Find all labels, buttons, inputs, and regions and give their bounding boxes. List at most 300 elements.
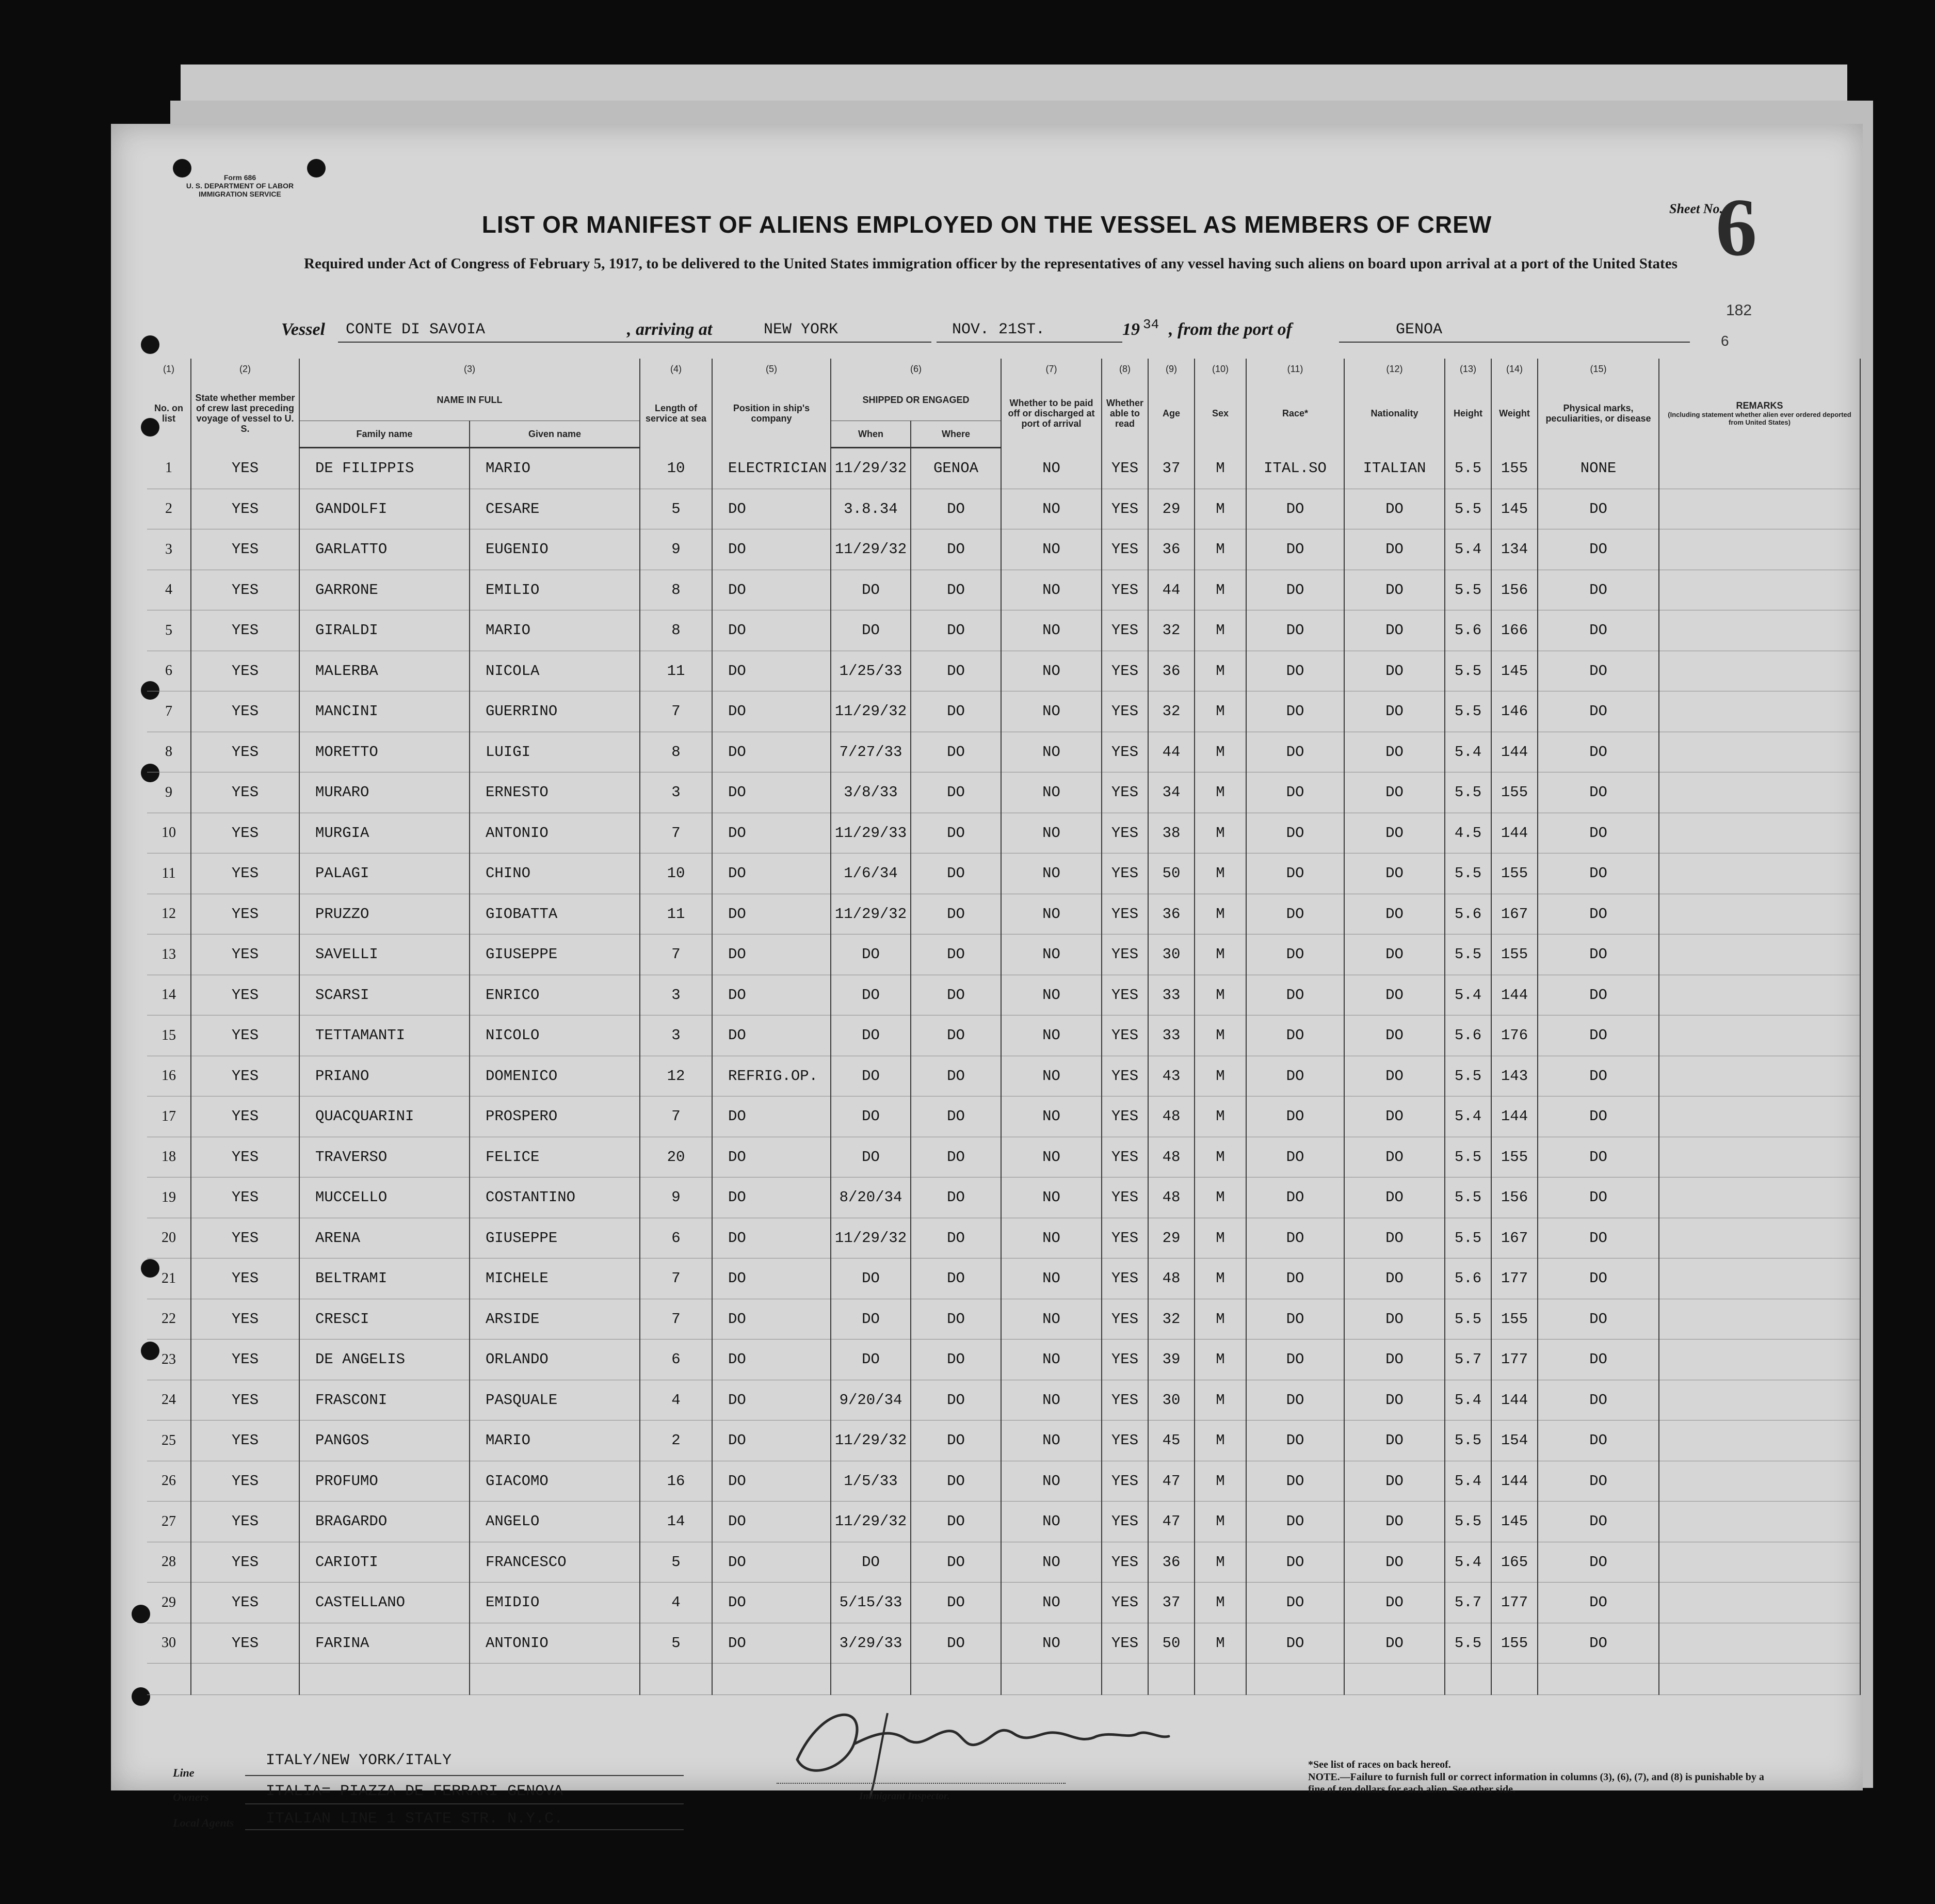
cell-prev: YES <box>191 1340 299 1380</box>
cell-no: 28 <box>147 1542 191 1583</box>
cell-where: DO <box>911 1056 1001 1096</box>
cell-sex: M <box>1195 1137 1246 1177</box>
cell-empty <box>1659 1664 1860 1695</box>
cell-when: 3/8/33 <box>831 772 911 813</box>
col-number: (9) <box>1148 359 1195 379</box>
cell-when: DO <box>831 934 911 975</box>
header-physical-marks: Physical marks, peculiarities, or disease <box>1538 379 1659 448</box>
cell-weight: 155 <box>1491 934 1538 975</box>
from-label: , from the port of <box>1169 320 1292 339</box>
header-name-in-full: NAME IN FULL <box>299 379 640 421</box>
cell-paid-off: NO <box>1001 1461 1102 1502</box>
cell-service: 5 <box>640 1542 712 1583</box>
cell-position: DO <box>712 1299 831 1340</box>
cell-height: 5.5 <box>1445 1623 1491 1664</box>
table-row <box>147 732 1860 772</box>
cell-paid-off: NO <box>1001 1218 1102 1258</box>
cell-marks: DO <box>1538 772 1659 813</box>
cell-position: REFRIG.OP. <box>712 1056 831 1096</box>
cell-when: 11/29/33 <box>831 813 911 853</box>
cell-when: DO <box>831 1258 911 1299</box>
page-title: LIST OR MANIFEST OF ALIENS EMPLOYED ON THE VESSEL AS MEMBERS OF CREW <box>481 211 1492 238</box>
cell-service: 5 <box>640 1623 712 1664</box>
cell-height: 5.5 <box>1445 1056 1491 1096</box>
col-number: (12) <box>1344 359 1445 379</box>
cell-nationality: DO <box>1344 813 1445 853</box>
cell-nationality: DO <box>1344 610 1445 651</box>
cell-age: 48 <box>1148 1258 1195 1299</box>
cell-height: 5.5 <box>1445 1177 1491 1218</box>
cell-race: DO <box>1246 1340 1344 1380</box>
cell-no: 7 <box>147 691 191 732</box>
cell-prev: YES <box>191 732 299 772</box>
cell-age: 39 <box>1148 1340 1195 1380</box>
cell-read: YES <box>1102 529 1148 570</box>
cell-given: FELICE <box>470 1137 640 1177</box>
table-row <box>147 1502 1860 1542</box>
cell-remarks <box>1659 772 1860 813</box>
cell-position: DO <box>712 772 831 813</box>
cell-weight: 134 <box>1491 529 1538 570</box>
department: U. S. DEPARTMENT OF LABOR <box>186 182 294 190</box>
cell-remarks <box>1659 813 1860 853</box>
cell-no: 5 <box>147 610 191 651</box>
cell-position: DO <box>712 691 831 732</box>
header-nationality: Nationality <box>1344 379 1445 448</box>
cell-marks: DO <box>1538 894 1659 934</box>
cell-age: 34 <box>1148 772 1195 813</box>
cell-where: DO <box>911 772 1001 813</box>
cell-race: DO <box>1246 1380 1344 1421</box>
cell-read: YES <box>1102 651 1148 691</box>
cell-height: 5.7 <box>1445 1340 1491 1380</box>
cell-service: 10 <box>640 853 712 894</box>
cell-sex: M <box>1195 813 1246 853</box>
table-row <box>147 1421 1860 1461</box>
cell-given: MARIO <box>470 448 640 489</box>
cell-nationality: DO <box>1344 1137 1445 1177</box>
cell-given: GIACOMO <box>470 1461 640 1502</box>
cell-race: DO <box>1246 1421 1344 1461</box>
cell-family: GARRONE <box>299 570 470 610</box>
cell-family: GARLATTO <box>299 529 470 570</box>
cell-service: 4 <box>640 1380 712 1421</box>
cell-where: DO <box>911 853 1001 894</box>
cell-age: 36 <box>1148 894 1195 934</box>
cell-paid-off: NO <box>1001 1137 1102 1177</box>
cell-service: 6 <box>640 1340 712 1380</box>
cell-family: PROFUMO <box>299 1461 470 1502</box>
cell-position: DO <box>712 1218 831 1258</box>
cell-weight: 155 <box>1491 853 1538 894</box>
cell-given: CHINO <box>470 853 640 894</box>
cell-when: 1/25/33 <box>831 651 911 691</box>
cell-no: 2 <box>147 489 191 529</box>
crew-rows <box>147 448 1860 1695</box>
cell-nationality: DO <box>1344 1218 1445 1258</box>
col-number: (14) <box>1491 359 1538 379</box>
cell-prev: YES <box>191 1421 299 1461</box>
cell-no: 17 <box>147 1096 191 1137</box>
cell-nationality: DO <box>1344 1421 1445 1461</box>
cell-marks: DO <box>1538 691 1659 732</box>
cell-paid-off: NO <box>1001 934 1102 975</box>
table-row <box>147 610 1860 651</box>
cell-weight: 167 <box>1491 894 1538 934</box>
cell-paid-off: NO <box>1001 732 1102 772</box>
cell-remarks <box>1659 1258 1860 1299</box>
cell-position: DO <box>712 489 831 529</box>
cell-nationality: DO <box>1344 1096 1445 1137</box>
cell-remarks <box>1659 1096 1860 1137</box>
cell-marks: DO <box>1538 1056 1659 1096</box>
cell-no: 27 <box>147 1502 191 1542</box>
cell-when: 9/20/34 <box>831 1380 911 1421</box>
cell-age: 33 <box>1148 975 1195 1015</box>
cell-marks: DO <box>1538 1177 1659 1218</box>
header-position: Position in ship's company <box>712 379 831 448</box>
cell-where: DO <box>911 1380 1001 1421</box>
cell-sex: M <box>1195 1177 1246 1218</box>
cell-race: DO <box>1246 732 1344 772</box>
vessel-label: Vessel <box>281 320 325 339</box>
cell-family: PALAGI <box>299 853 470 894</box>
cell-given: FRANCESCO <box>470 1542 640 1583</box>
header-paid-off: Whether to be paid off or discharged at port of arrival <box>1001 379 1102 448</box>
cell-when: 5/15/33 <box>831 1583 911 1623</box>
cell-height: 5.5 <box>1445 570 1491 610</box>
service: IMMIGRATION SERVICE <box>199 190 281 198</box>
cell-age: 47 <box>1148 1502 1195 1542</box>
cell-remarks <box>1659 934 1860 975</box>
cell-position: DO <box>712 813 831 853</box>
cell-family: PANGOS <box>299 1421 470 1461</box>
arrival-date: NOV. 21ST. <box>952 321 1045 338</box>
cell-prev: YES <box>191 894 299 934</box>
col-number: (10) <box>1195 359 1246 379</box>
cell-service: 7 <box>640 691 712 732</box>
cell-prev: YES <box>191 934 299 975</box>
cell-given: ANTONIO <box>470 1623 640 1664</box>
cell-remarks <box>1659 732 1860 772</box>
punch-hole <box>307 159 326 178</box>
cell-family: MORETTO <box>299 732 470 772</box>
cell-given: COSTANTINO <box>470 1177 640 1218</box>
cell-paid-off: NO <box>1001 1542 1102 1583</box>
cell-paid-off: NO <box>1001 1583 1102 1623</box>
page-number: 182 <box>1726 302 1752 319</box>
cell-family: DE FILIPPIS <box>299 448 470 489</box>
cell-weight: 177 <box>1491 1258 1538 1299</box>
cell-sex: M <box>1195 651 1246 691</box>
cell-empty <box>299 1664 470 1695</box>
cell-empty <box>1538 1664 1659 1695</box>
cell-given: ARSIDE <box>470 1299 640 1340</box>
vessel-name: CONTE DI SAVOIA <box>346 321 486 338</box>
cell-height: 5.6 <box>1445 1015 1491 1056</box>
cell-position: DO <box>712 1421 831 1461</box>
cell-where: DO <box>911 651 1001 691</box>
arriving-port: NEW YORK <box>764 321 838 338</box>
footnote-penalty: NOTE.—Failure to furnish full or correct information in columns (3), (6), (7), and (8) is punishable by a fine of ten dollars for each alien. See other side. <box>1308 1771 1764 1795</box>
cell-position: DO <box>712 1258 831 1299</box>
header-weight: Weight <box>1491 379 1538 448</box>
cell-race: DO <box>1246 1096 1344 1137</box>
cell-age: 33 <box>1148 1015 1195 1056</box>
table-row <box>147 651 1860 691</box>
cell-where: DO <box>911 1502 1001 1542</box>
cell-when: DO <box>831 1056 911 1096</box>
cell-age: 37 <box>1148 448 1195 489</box>
cell-given: ORLANDO <box>470 1340 640 1380</box>
cell-remarks <box>1659 691 1860 732</box>
cell-nationality: DO <box>1344 570 1445 610</box>
cell-when: 11/29/32 <box>831 691 911 732</box>
col-number: (3) <box>299 359 640 379</box>
cell-marks: DO <box>1538 1340 1659 1380</box>
header-given-name: Given name <box>470 421 640 448</box>
cell-height: 5.5 <box>1445 934 1491 975</box>
table-row <box>147 772 1860 813</box>
cell-when: DO <box>831 1096 911 1137</box>
cell-marks: DO <box>1538 610 1659 651</box>
cell-weight: 144 <box>1491 975 1538 1015</box>
cell-nationality: DO <box>1344 975 1445 1015</box>
cell-family: TETTAMANTI <box>299 1015 470 1056</box>
cell-height: 5.6 <box>1445 894 1491 934</box>
cell-height: 5.4 <box>1445 975 1491 1015</box>
page-number-secondary: 6 <box>1721 333 1729 349</box>
cell-where: DO <box>911 1583 1001 1623</box>
table-row <box>147 813 1860 853</box>
cell-nationality: DO <box>1344 1502 1445 1542</box>
cell-service: 12 <box>640 1056 712 1096</box>
cell-read: YES <box>1102 1623 1148 1664</box>
cell-remarks <box>1659 1177 1860 1218</box>
cell-read: YES <box>1102 448 1148 489</box>
cell-when: 1/5/33 <box>831 1461 911 1502</box>
cell-race: DO <box>1246 772 1344 813</box>
cell-family: SAVELLI <box>299 934 470 975</box>
cell-prev: YES <box>191 1096 299 1137</box>
cell-age: 36 <box>1148 651 1195 691</box>
table-row <box>147 1177 1860 1218</box>
cell-no: 21 <box>147 1258 191 1299</box>
cell-position: DO <box>712 732 831 772</box>
cell-service: 14 <box>640 1502 712 1542</box>
cell-read: YES <box>1102 1299 1148 1340</box>
cell-where: DO <box>911 813 1001 853</box>
cell-no: 18 <box>147 1137 191 1177</box>
cell-sex: M <box>1195 1096 1246 1137</box>
cell-given: EUGENIO <box>470 529 640 570</box>
cell-prev: YES <box>191 448 299 489</box>
cell-nationality: DO <box>1344 1258 1445 1299</box>
cell-paid-off: NO <box>1001 529 1102 570</box>
cell-given: GUERRINO <box>470 691 640 732</box>
cell-no: 11 <box>147 853 191 894</box>
cell-marks: DO <box>1538 1015 1659 1056</box>
cell-given: GIUSEPPE <box>470 934 640 975</box>
cell-race: DO <box>1246 813 1344 853</box>
cell-where: DO <box>911 1542 1001 1583</box>
cell-when: 11/29/32 <box>831 1502 911 1542</box>
cell-marks: DO <box>1538 1380 1659 1421</box>
cell-no: 1 <box>147 448 191 489</box>
col-number: (7) <box>1001 359 1102 379</box>
cell-marks: DO <box>1538 732 1659 772</box>
col-number: (2) <box>191 359 299 379</box>
cell-read: YES <box>1102 853 1148 894</box>
cell-nationality: DO <box>1344 1542 1445 1583</box>
cell-sex: M <box>1195 1056 1246 1096</box>
cell-nationality: DO <box>1344 1380 1445 1421</box>
cell-where: DO <box>911 1623 1001 1664</box>
cell-service: 20 <box>640 1137 712 1177</box>
cell-age: 38 <box>1148 813 1195 853</box>
cell-given: NICOLA <box>470 651 640 691</box>
col-number: (8) <box>1102 359 1148 379</box>
cell-where: DO <box>911 1299 1001 1340</box>
cell-remarks <box>1659 853 1860 894</box>
cell-when: DO <box>831 610 911 651</box>
cell-paid-off: NO <box>1001 1258 1102 1299</box>
cell-position: DO <box>712 1177 831 1218</box>
cell-prev: YES <box>191 570 299 610</box>
cell-nationality: DO <box>1344 894 1445 934</box>
cell-given: ANGELO <box>470 1502 640 1542</box>
cell-weight: 146 <box>1491 691 1538 732</box>
cell-sex: M <box>1195 934 1246 975</box>
cell-paid-off: NO <box>1001 1096 1102 1137</box>
cell-when: 7/27/33 <box>831 732 911 772</box>
cell-height: 4.5 <box>1445 813 1491 853</box>
cell-where: DO <box>911 1177 1001 1218</box>
cell-nationality: DO <box>1344 1583 1445 1623</box>
header-race: Race* <box>1246 379 1344 448</box>
cell-sex: M <box>1195 975 1246 1015</box>
cell-paid-off: NO <box>1001 691 1102 732</box>
cell-weight: 154 <box>1491 1421 1538 1461</box>
cell-read: YES <box>1102 691 1148 732</box>
cell-remarks <box>1659 1380 1860 1421</box>
cell-remarks <box>1659 975 1860 1015</box>
cell-read: YES <box>1102 570 1148 610</box>
cell-given: GIOBATTA <box>470 894 640 934</box>
cell-when: 1/6/34 <box>831 853 911 894</box>
cell-family: DE ANGELIS <box>299 1340 470 1380</box>
table-row <box>147 1340 1860 1380</box>
cell-marks: DO <box>1538 1258 1659 1299</box>
cell-remarks <box>1659 1056 1860 1096</box>
year-suffix: 34 <box>1143 317 1159 332</box>
cell-when: DO <box>831 1137 911 1177</box>
cell-no: 6 <box>147 651 191 691</box>
owners-value: ITALIA= PIAZZA DE FERRARI GENOVA <box>266 1783 563 1800</box>
table-row <box>147 1218 1860 1258</box>
cell-position: DO <box>712 610 831 651</box>
cell-read: YES <box>1102 1096 1148 1137</box>
cell-age: 36 <box>1148 1542 1195 1583</box>
cell-weight: 177 <box>1491 1340 1538 1380</box>
form-identifier <box>173 173 307 198</box>
cell-height: 5.5 <box>1445 1421 1491 1461</box>
cell-paid-off: NO <box>1001 1177 1102 1218</box>
cell-height: 5.5 <box>1445 1137 1491 1177</box>
cell-race: DO <box>1246 651 1344 691</box>
cell-family: GANDOLFI <box>299 489 470 529</box>
cell-remarks <box>1659 1502 1860 1542</box>
form-number: Form 686 <box>223 173 256 182</box>
cell-given: ERNESTO <box>470 772 640 813</box>
cell-race: ITAL.SO <box>1246 448 1344 489</box>
agents-value: ITALIAN LINE 1 STATE STR. N.Y.C. <box>266 1810 563 1828</box>
cell-paid-off: NO <box>1001 651 1102 691</box>
cell-no: 10 <box>147 813 191 853</box>
col-number: (5) <box>712 359 831 379</box>
cell-where: DO <box>911 529 1001 570</box>
cell-height: 5.5 <box>1445 651 1491 691</box>
sheet-label: Sheet No. <box>1669 201 1723 216</box>
cell-paid-off: NO <box>1001 489 1102 529</box>
cell-marks: DO <box>1538 853 1659 894</box>
cell-where: DO <box>911 1461 1001 1502</box>
cell-nationality: DO <box>1344 772 1445 813</box>
cell-position: DO <box>712 1096 831 1137</box>
cell-prev: YES <box>191 1461 299 1502</box>
table-row <box>147 1258 1860 1299</box>
cell-weight: 144 <box>1491 1096 1538 1137</box>
cell-service: 11 <box>640 894 712 934</box>
cell-remarks <box>1659 1542 1860 1583</box>
cell-marks: DO <box>1538 975 1659 1015</box>
cell-family: BELTRAMI <box>299 1258 470 1299</box>
cell-paid-off: NO <box>1001 853 1102 894</box>
cell-read: YES <box>1102 489 1148 529</box>
cell-no: 15 <box>147 1015 191 1056</box>
cell-race: DO <box>1246 529 1344 570</box>
cell-marks: DO <box>1538 1623 1659 1664</box>
cell-read: YES <box>1102 813 1148 853</box>
cell-race: DO <box>1246 1502 1344 1542</box>
cell-read: YES <box>1102 1380 1148 1421</box>
cell-no: 24 <box>147 1380 191 1421</box>
cell-family: PRIANO <box>299 1056 470 1096</box>
cell-no: 14 <box>147 975 191 1015</box>
cell-nationality: DO <box>1344 651 1445 691</box>
cell-weight: 155 <box>1491 772 1538 813</box>
cell-marks: DO <box>1538 570 1659 610</box>
cell-service: 7 <box>640 1258 712 1299</box>
col-number: (1) <box>147 359 191 379</box>
cell-paid-off: NO <box>1001 772 1102 813</box>
cell-given: GIUSEPPE <box>470 1218 640 1258</box>
cell-no: 3 <box>147 529 191 570</box>
col-number: (11) <box>1246 359 1344 379</box>
cell-remarks <box>1659 610 1860 651</box>
cell-height: 5.5 <box>1445 1299 1491 1340</box>
cell-remarks <box>1659 570 1860 610</box>
cell-service: 7 <box>640 1299 712 1340</box>
cell-weight: 177 <box>1491 1583 1538 1623</box>
cell-given: PROSPERO <box>470 1096 640 1137</box>
cell-prev: YES <box>191 1056 299 1096</box>
cell-marks: DO <box>1538 1583 1659 1623</box>
cell-given: PASQUALE <box>470 1380 640 1421</box>
cell-height: 5.5 <box>1445 691 1491 732</box>
cell-read: YES <box>1102 610 1148 651</box>
cell-age: 32 <box>1148 1299 1195 1340</box>
